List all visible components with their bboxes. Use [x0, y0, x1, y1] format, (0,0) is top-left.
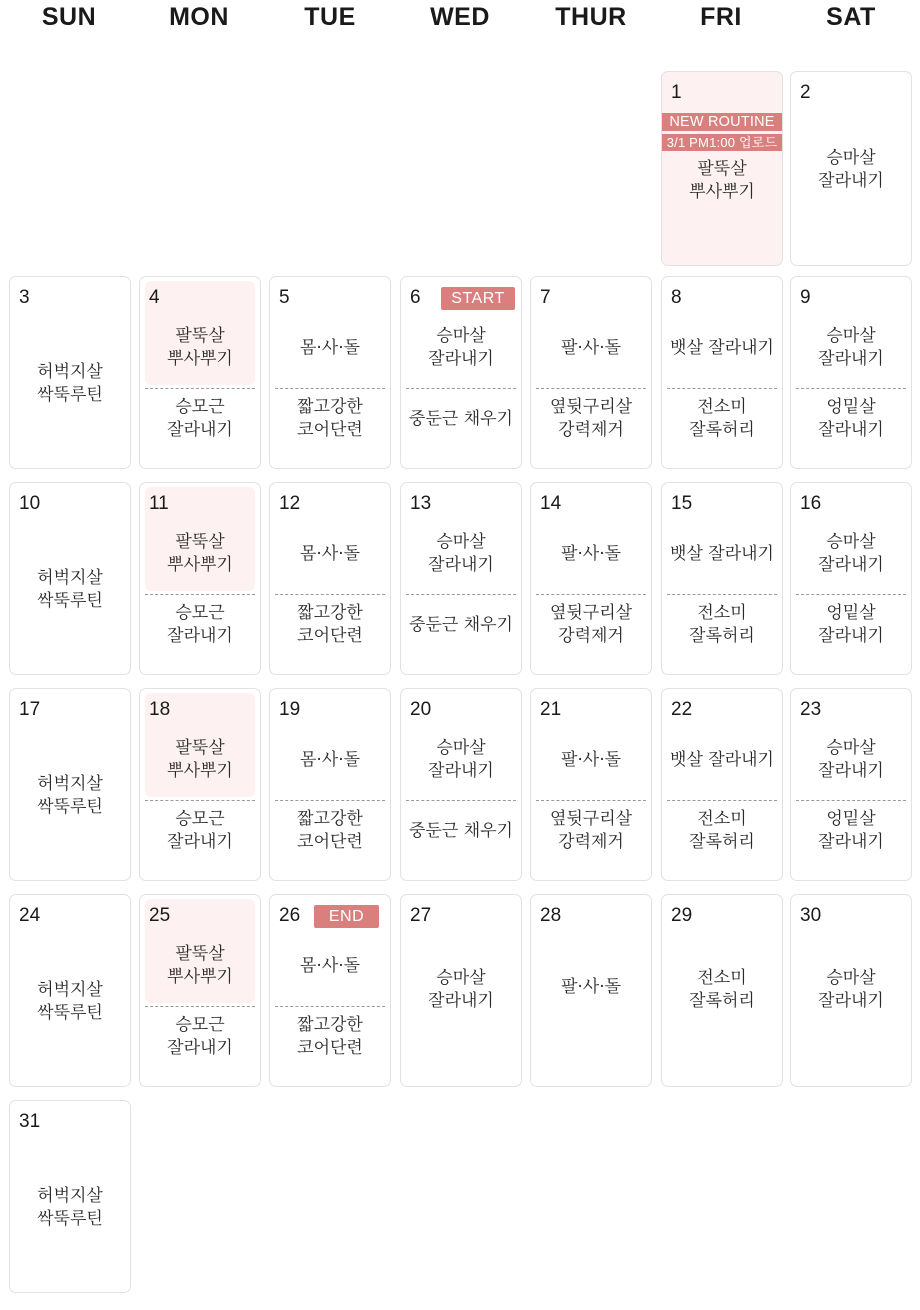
date-number: 1: [671, 82, 682, 103]
workout-label: 허벅지살 싹뚝루틴: [37, 980, 103, 1023]
date-number: 18: [149, 699, 171, 720]
workout-divider: [536, 800, 646, 801]
weekday-header-mon: MON: [169, 3, 229, 31]
workout-label: 허벅지살 싹뚝루틴: [37, 568, 103, 611]
date-number: 24: [19, 905, 41, 926]
workout-divider: [536, 388, 646, 389]
workout-label: 허벅지살 싹뚝루틴: [37, 362, 103, 405]
workout-divider: [145, 1006, 255, 1007]
calendar-day-28[interactable]: [530, 894, 652, 1087]
weekday-header-wed: WED: [430, 3, 490, 31]
workout-label-bottom: 중둔근 채우기: [409, 409, 513, 429]
workout-label-bottom: 중둔근 채우기: [409, 615, 513, 635]
date-number: 30: [800, 905, 822, 926]
start-badge: START: [441, 287, 515, 310]
workout-label: 승마살 잘라내기: [428, 968, 494, 1011]
date-number: 21: [540, 699, 562, 720]
workout-label-bottom: 전소미 잘록허리: [689, 603, 755, 646]
workout-label-top: 승마살 잘라내기: [428, 326, 494, 369]
workout-label-top: 팔·사·돌: [560, 338, 622, 358]
upload-time-badge: 3/1 PM1:00 업로드: [662, 134, 782, 151]
date-number: 16: [800, 493, 822, 514]
workout-label-top: 뱃살 잘라내기: [670, 338, 774, 358]
calendar-day-20[interactable]: [400, 688, 522, 881]
workout-label-bottom: 옆뒷구리살 강력제거: [549, 809, 633, 852]
calendar-day-2[interactable]: [790, 71, 912, 266]
date-number: 27: [410, 905, 432, 926]
calendar-day-14[interactable]: [530, 482, 652, 675]
workout-label-bottom: 엉밑살 잘라내기: [818, 603, 884, 646]
calendar-day-13[interactable]: [400, 482, 522, 675]
date-number: 9: [800, 287, 811, 308]
workout-label-top: 팔뚝살 뿌사뿌기: [167, 532, 233, 575]
workout-divider: [406, 800, 516, 801]
workout-label-top: 승마살 잘라내기: [818, 738, 884, 781]
date-number: 28: [540, 905, 562, 926]
date-number: 19: [279, 699, 301, 720]
workout-divider: [667, 388, 777, 389]
date-number: 12: [279, 493, 301, 514]
calendar-day-17[interactable]: [9, 688, 131, 881]
workout-label: 승마살 잘라내기: [818, 968, 884, 1011]
calendar-day-26[interactable]: [269, 894, 391, 1087]
calendar-day-19[interactable]: [269, 688, 391, 881]
calendar-day-25[interactable]: [139, 894, 261, 1087]
date-number: 23: [800, 699, 822, 720]
calendar-day-21[interactable]: [530, 688, 652, 881]
workout-label-top: 승마살 잘라내기: [818, 326, 884, 369]
workout-label-top: 뱃살 잘라내기: [670, 750, 774, 770]
workout-label-bottom: 짧고강한 코어단련: [297, 397, 363, 440]
workout-label-top: 몸·사·돌: [299, 750, 361, 770]
calendar-day-5[interactable]: [269, 276, 391, 469]
workout-label-bottom: 엉밑살 잘라내기: [818, 397, 884, 440]
workout-label-bottom: 승모근 잘라내기: [167, 397, 233, 440]
workout-label-top: 몸·사·돌: [299, 338, 361, 358]
date-number: 8: [671, 287, 682, 308]
workout-label-top: 승마살 잘라내기: [818, 532, 884, 575]
workout-label-bottom: 엉밑살 잘라내기: [818, 809, 884, 852]
date-number: 13: [410, 493, 432, 514]
workout-label-top: 팔·사·돌: [560, 544, 622, 564]
workout-label-bottom: 짧고강한 코어단련: [297, 809, 363, 852]
calendar-day-31[interactable]: [9, 1100, 131, 1293]
workout-divider: [796, 388, 906, 389]
date-number: 11: [149, 493, 169, 514]
workout-label: 승마살 잘라내기: [818, 148, 884, 191]
workout-label-top: 팔뚝살 뿌사뿌기: [167, 326, 233, 369]
weekday-header-tue: TUE: [304, 3, 356, 31]
date-number: 17: [19, 699, 41, 720]
workout-label: 허벅지살 싹뚝루틴: [37, 774, 103, 817]
calendar-day-23[interactable]: [790, 688, 912, 881]
workout-label-top: 승마살 잘라내기: [428, 738, 494, 781]
workout-label-bottom: 옆뒷구리살 강력제거: [549, 603, 633, 646]
workout-label: 전소미 잘록허리: [689, 968, 755, 1011]
calendar-day-30[interactable]: [790, 894, 912, 1087]
weekday-header-thur: THUR: [555, 3, 627, 31]
workout-label: 팔뚝살 뿌사뿌기: [689, 159, 755, 202]
calendar-day-7[interactable]: [530, 276, 652, 469]
workout-divider: [275, 388, 385, 389]
workout-divider: [145, 594, 255, 595]
workout-label-bottom: 짧고강한 코어단련: [297, 1015, 363, 1058]
workout-divider: [145, 388, 255, 389]
workout-label: 허벅지살 싹뚝루틴: [37, 1186, 103, 1229]
date-number: 6: [410, 287, 421, 308]
date-number: 10: [19, 493, 41, 514]
date-number: 26: [279, 905, 301, 926]
calendar-day-4[interactable]: [139, 276, 261, 469]
date-number: 4: [149, 287, 160, 308]
date-number: 2: [800, 82, 811, 103]
calendar-day-1[interactable]: [661, 71, 783, 266]
weekday-header-sat: SAT: [826, 3, 876, 31]
workout-label-bottom: 승모근 잘라내기: [167, 603, 233, 646]
calendar-day-22[interactable]: [661, 688, 783, 881]
workout-label-bottom: 승모근 잘라내기: [167, 1015, 233, 1058]
date-number: 25: [149, 905, 171, 926]
workout-divider: [275, 1006, 385, 1007]
workout-divider: [796, 594, 906, 595]
workout-divider: [406, 388, 516, 389]
date-number: 5: [279, 287, 290, 308]
date-number: 14: [540, 493, 562, 514]
date-number: 29: [671, 905, 693, 926]
calendar-day-24[interactable]: [9, 894, 131, 1087]
date-number: 31: [19, 1111, 41, 1132]
weekday-header-fri: FRI: [700, 3, 742, 31]
calendar-day-29[interactable]: [661, 894, 783, 1087]
calendar-day-15[interactable]: [661, 482, 783, 675]
calendar-day-6[interactable]: [400, 276, 522, 469]
workout-divider: [796, 800, 906, 801]
workout-divider: [536, 594, 646, 595]
workout-divider: [275, 800, 385, 801]
calendar-day-12[interactable]: [269, 482, 391, 675]
calendar-day-9[interactable]: [790, 276, 912, 469]
date-number: 3: [19, 287, 30, 308]
calendar-day-27[interactable]: [400, 894, 522, 1087]
workout-label-bottom: 전소미 잘록허리: [689, 397, 755, 440]
workout-divider: [667, 800, 777, 801]
date-number: 15: [671, 493, 693, 514]
workout-label-bottom: 승모근 잘라내기: [167, 809, 233, 852]
calendar-day-10[interactable]: [9, 482, 131, 675]
calendar-day-3[interactable]: [9, 276, 131, 469]
weekday-header-sun: SUN: [41, 3, 97, 31]
calendar-day-18[interactable]: [139, 688, 261, 881]
workout-label-bottom: 중둔근 채우기: [409, 821, 513, 841]
workout-label-bottom: 옆뒷구리살 강력제거: [549, 397, 633, 440]
workout-label-top: 뱃살 잘라내기: [670, 544, 774, 564]
workout-divider: [275, 594, 385, 595]
workout-label-bottom: 짧고강한 코어단련: [297, 603, 363, 646]
workout-label-top: 몸·사·돌: [299, 956, 361, 976]
workout-divider: [406, 594, 516, 595]
calendar-day-11[interactable]: [139, 482, 261, 675]
new-routine-badge: NEW ROUTINE: [662, 113, 782, 131]
date-number: 20: [410, 699, 432, 720]
workout-label-top: 팔뚝살 뿌사뿌기: [167, 738, 233, 781]
end-badge: END: [314, 905, 379, 928]
workout-label-top: 팔뚝살 뿌사뿌기: [167, 944, 233, 987]
workout-divider: [667, 594, 777, 595]
calendar-day-16[interactable]: [790, 482, 912, 675]
workout-label-top: 팔·사·돌: [560, 750, 622, 770]
date-number: 22: [671, 699, 693, 720]
workout-label-top: 몸·사·돌: [299, 544, 361, 564]
date-number: 7: [540, 287, 551, 308]
workout-divider: [145, 800, 255, 801]
workout-label-top: 승마살 잘라내기: [428, 532, 494, 575]
workout-label-bottom: 전소미 잘록허리: [689, 809, 755, 852]
calendar-day-8[interactable]: [661, 276, 783, 469]
workout-label: 팔·사·돌: [560, 977, 622, 997]
